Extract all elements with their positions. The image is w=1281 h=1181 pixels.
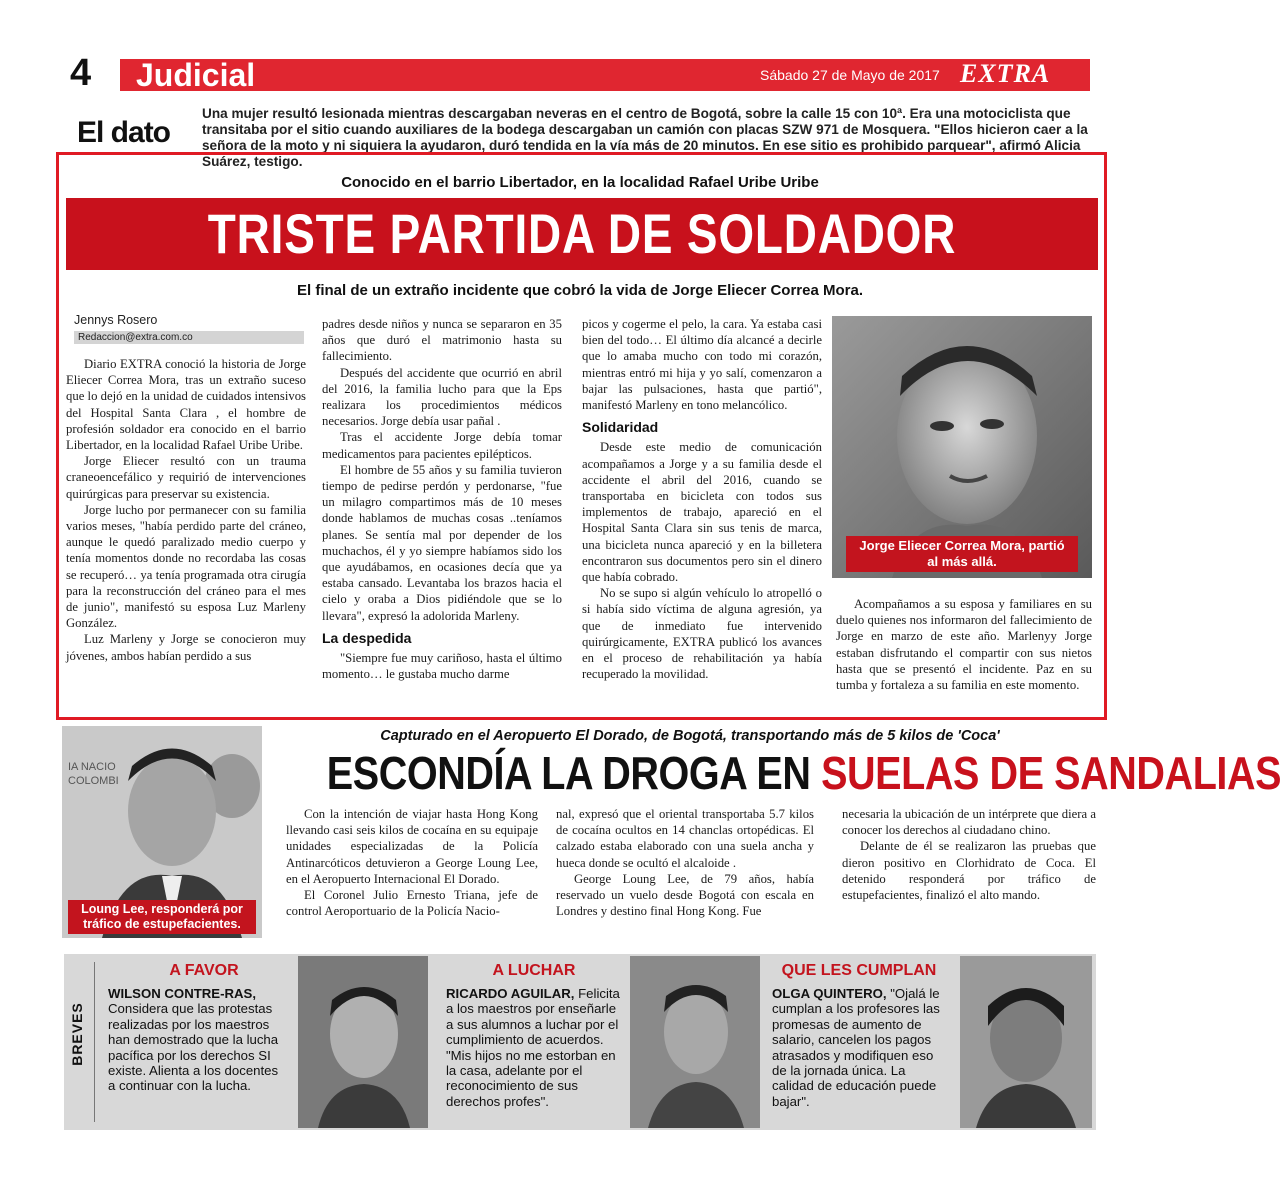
breve-body: Felicita a los maestros por enseñarle a sus alumnos a luchar por el cumplimiento de acuerdos. "Mis hijos no me estorban en la casa, adelante por el reconocimiento de sus derechos profes". — [446, 986, 620, 1109]
loung-lee-photo — [62, 726, 262, 938]
paragraph: El Coronel Julio Ernesto Triana, jefe de control Aeroportuario de la Policía Nacio- — [286, 888, 538, 919]
portrait-image — [630, 956, 760, 1128]
paragraph: Luz Marleny y Jorge se conocieron muy jóvenes, ambos habían perdido a sus — [66, 632, 306, 663]
paragraph: Después del accidente que ocurrió en abril del 2016, la familia lucho para que la Eps realizara los procedimientos médicos necesarios. Jorge debía usar pañal . — [322, 365, 562, 429]
second-col3 — [842, 806, 1096, 940]
paragraph: Delante de él se realizaron las pruebas que dieron positivo en Clorhidrato de Coca. El detenido responderá por tráfico de estupefacientes, finalizó el alto mando. — [842, 839, 1096, 903]
breve-head-3: QUE LES CUMPLAN — [781, 962, 937, 979]
page-number: 4 — [70, 52, 92, 94]
breve-head-2: A LUCHAR — [492, 962, 576, 979]
section-title: Judicial — [136, 57, 256, 93]
paragraph: necesaria la ubicación de un intérprete que diera a conocer los derechos al ciudadano chino. — [842, 807, 1096, 838]
section-bar — [120, 59, 1090, 91]
loung-bg-text: IA NACIO COLOMBI — [68, 761, 119, 787]
paragraph: "Siempre fue muy cariñoso, hasta el último momento… le gustaba mucho darme — [322, 651, 562, 682]
headline-part-red: SUELAS DE SANDALIAS — [821, 747, 1281, 799]
subhead-despedida: La despedida — [322, 629, 412, 646]
jorge-photo-caption: Jorge Eliecer Correa Mora, partió al más allá. — [846, 536, 1078, 572]
main-col1 — [66, 356, 306, 712]
second-headline — [326, 746, 1281, 800]
breve-text-3 — [772, 986, 948, 1109]
breve-photo-1 — [298, 956, 428, 1128]
jorge-photo — [832, 316, 1092, 578]
breve-name: OLGA QUINTERO, — [772, 986, 887, 1001]
brand-logo: EXTRA — [960, 59, 1051, 88]
breve-text-2 — [446, 986, 624, 1109]
second-col2 — [556, 806, 814, 940]
breve-name: WILSON CONTRE-RAS, — [108, 986, 256, 1001]
breves-section — [64, 954, 1096, 1130]
main-kicker: Conocido en el barrio Libertador, en la localidad Rafael Uribe Uribe — [341, 174, 819, 191]
portrait-image — [960, 956, 1092, 1128]
paragraph: Con la intención de viajar hasta Hong Kong llevando casi seis kilos de cocaína en su equipaje unidades especializadas de la Policía Antinarcóticos detuvieron a George Loung Lee, en el Aeropuerto Internacional El Dorado. — [286, 807, 538, 886]
paragraph: Diario EXTRA conoció la historia de Jorge Eliecer Correa Mora, tras un extraño suceso que lo dejó en la unidad de cuidados intensivos del Hospital Santa Clara , el hombre de profesión soldador era conocido en el barrio Libertador, en la localidad Rafael Uribe Uribe. — [66, 357, 306, 453]
breves-divider — [94, 962, 95, 1122]
paragraph: Desde este medio de comunicación acompañamos a Jorge y a su familia desde el accidente el abril del 2016, cuando se transportaba en bicicleta con todos sus implementos de trabajo, apareció en el Hospital Santa Clara sin sus tenis de marca, una bicicleta nunca apareció y en la billetera encontraron sus documentos pero sin el dinero que había cobrado. — [582, 440, 822, 585]
paragraph: padres desde niños y nunca se separaron en 35 años que duró el matrimonio hasta su fallecimiento. — [322, 317, 562, 364]
breve-text-1 — [108, 986, 288, 1094]
headline-band — [66, 198, 1098, 270]
dato-label: El dato — [77, 116, 171, 149]
page-header — [70, 52, 1090, 94]
main-col3 — [582, 316, 822, 712]
byline-email: Redaccion@extra.com.co — [74, 331, 304, 344]
loung-lee-caption: Loung Lee, responderá por tráfico de estupefacientes. — [68, 900, 256, 934]
portrait-image — [298, 956, 428, 1128]
main-headline: TRISTE PARTIDA DE SOLDADOR — [207, 202, 957, 265]
issue-date: Sábado 27 de Mayo de 2017 — [760, 67, 940, 83]
paragraph: picos y cogerme el pelo, la cara. Ya estaba casi bien del todo… El último día alcancé a decirle que lo amaba mucho con todo mi corazón, mientras entró mi hija y yo salí, comenzaron a bajar las pulsaciones, hasta que partió", manifestó Marleny en tono melancólico. — [582, 317, 822, 413]
second-col1 — [286, 806, 538, 940]
headline-part-black: ESCONDÍA LA DROGA EN — [326, 747, 822, 799]
breve-photo-3 — [960, 956, 1092, 1128]
breve-photo-2 — [630, 956, 760, 1128]
byline: Jennys Rosero — [74, 313, 158, 327]
paragraph: No se supo si algún vehículo lo atropelló o si había sido víctima de alguna agresión, ya que de inmediato fue intervenido quirúrgicamente, EXTRA publicó los avances en el proceso de rehabilitación ya había recuperado la movilidad. — [582, 586, 822, 682]
breves-label: BREVES — [69, 1002, 85, 1066]
dato-text: Una mujer resultó lesionada mientras descargaban neveras en el centro de Bogotá, sobre la calle 15 con 10ª. Era una motociclista que transitaba por el sitio cuando auxiliares de la bodega descargaban un camión con placas SZW 971 de Mosquera. "Ellos hicieron caer a la señora de la moto y ni siquiera la ayudaron, duró tendida en la vía más de 20 minutos. En ese sitio es prohibido parquear", afirmó Alicia Suárez, testigo. — [202, 106, 1088, 169]
second-kicker: Capturado en el Aeropuerto El Dorado, de Bogotá, transportando más de 5 kilos de 'Coca' — [380, 728, 1000, 744]
main-deck: El final de un extraño incidente que cobró la vida de Jorge Eliecer Correa Mora. — [297, 282, 863, 299]
breve-head-1: A FAVOR — [169, 962, 239, 979]
subhead-solidaridad: Solidaridad — [582, 419, 659, 436]
paragraph: El hombre de 55 años y su familia tuvieron tiempo de pedirse perdón y perdonarse, "fue un milagro compartimos más de 10 meses donde hablamos de muchas cosas ..teníamos planes. Se sentía mal por depender de los muchachos, él y yo siempre habíamos sido los que ayudábamos, en ocasiones decía que ya estaba cansado. Levantaba los brazos hacia el cielo y oraba a Dios pidiéndole que se lo llevara", expresó la adolorida Marleny. — [322, 462, 562, 623]
main-col2 — [322, 316, 562, 712]
paragraph: Jorge Eliecer resultó con un trauma craneoencefálico y requirió de intervenciones quirúrgicas para preservar su existencia. — [66, 454, 306, 501]
main-col4 — [836, 596, 1092, 712]
breve-body: Considera que las protestas realizadas por los maestros han demostrado que la lucha pacífica por los derechos SI existe. Alienta a los docentes a continuar con la lucha. — [108, 1001, 279, 1094]
breve-name: RICARDO AGUILAR, — [446, 986, 575, 1001]
paragraph: George Loung Lee, de 79 años, había reservado un vuelo desde Bogotá con escala en Londres y destino final Hong Kong. Fue — [556, 871, 814, 919]
paragraph: Jorge lucho por permanecer con su familia varios meses, "había perdido parte del cráneo, aunque le quedó paralizado medio cuerpo y tenía momentos donde no recordaba las cosas se recuperó… ya tenía programada otra cirugía para la reconstrucción del cráneo para el mes de junio", manifestó su esposa Luz Marleny González. — [66, 502, 306, 631]
breve-body: "Ojalá le cumplan a los profesores las promesas de aumento de salario, cancelen los pagos atrasados y modifiquen eso de la jornada única. La calidad de educación puede bajar". — [772, 986, 940, 1109]
paragraph: Acompañamos a su esposa y familiares en su duelo quienes nos informaron del fallecimiento de Jorge en marzo de este año. Marlenyy Jorge estaban disfrutando el compartir con sus nietos hasta que se presentó el incidente. Paz en su tumba y fortaleza a su familia en este momento. — [836, 597, 1092, 693]
paragraph: Tras el accidente Jorge debía tomar medicamentos para pacientes epilépticos. — [322, 430, 562, 461]
paragraph: nal, expresó que el oriental transportaba 5.7 kilos de cocaína ocultos en 14 chanclas ortopédicas. El calzado estaba elaborado con una suela ancha y hueca donde se ocultó el alcaloide . — [556, 807, 814, 870]
